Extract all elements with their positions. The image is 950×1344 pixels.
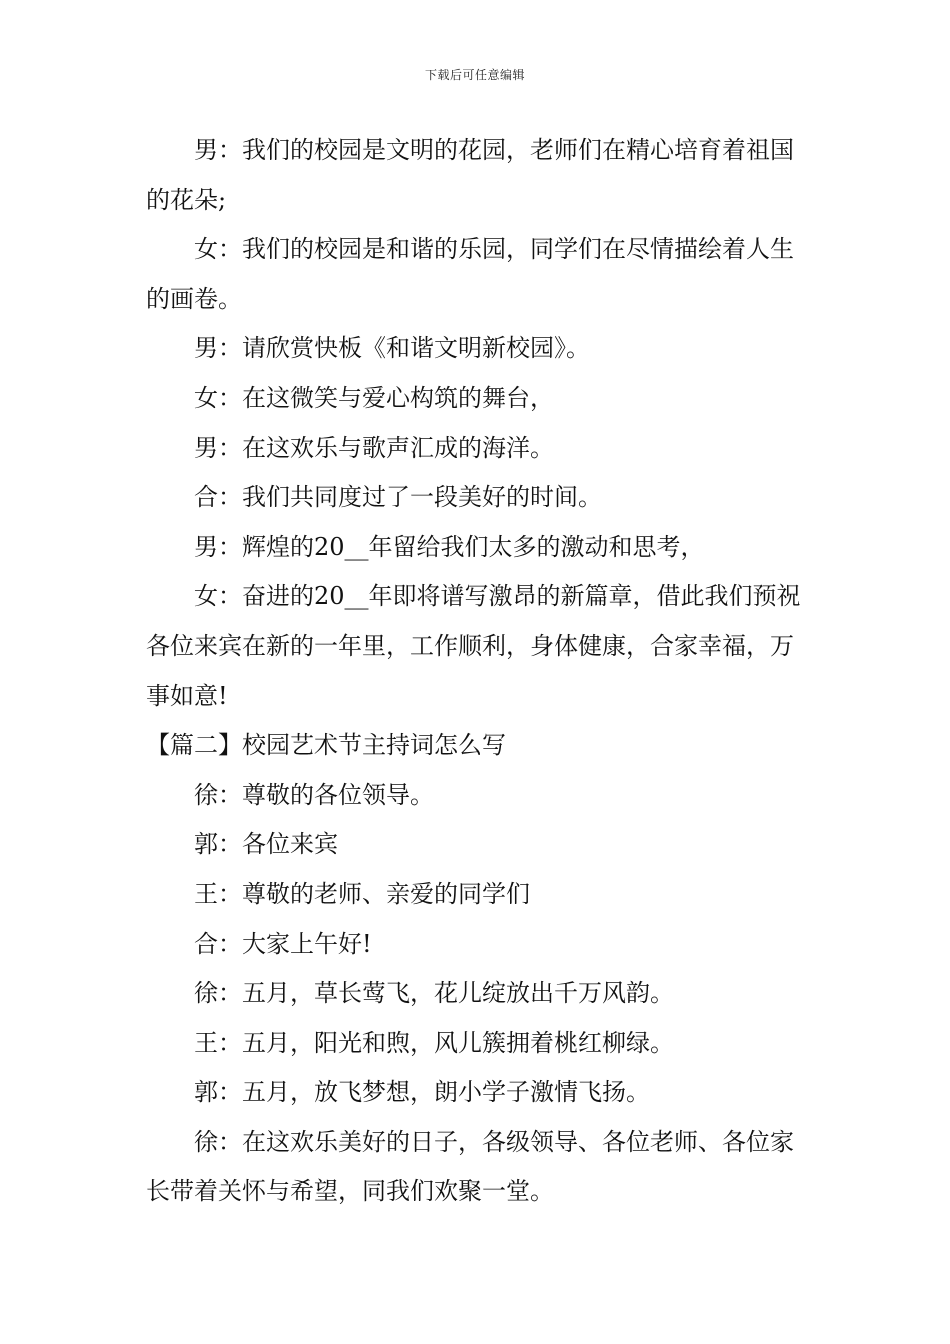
paragraph: 女：在这微笑与爱心构筑的舞台， [194,383,554,412]
paragraph: 徐：五月，草长莺飞，花儿绽放出千万风韵。 [194,979,674,1008]
section-heading: 【篇二】校园艺术节主持词怎么写 [146,731,506,760]
paragraph: 郭：各位来宾 [194,830,338,859]
paragraph: 合：大家上午好! [194,929,372,958]
document-body [146,126,816,1217]
paragraph: 男：辉煌的20__年留给我们太多的激动和思考， [194,532,705,561]
paragraph: 男：在这欢乐与歌声汇成的海洋。 [194,433,554,462]
paragraph: 女：我们的校园是和谐的乐园，同学们在尽情描绘着人生的画卷。 [146,235,794,313]
paragraph: 王：尊敬的老师、亲爱的同学们 [194,879,530,908]
paragraph: 徐：尊敬的各位领导。 [194,780,434,809]
paragraph: 合：我们共同度过了一段美好的时间。 [194,483,602,512]
paragraph: 徐：在这欢乐美好的日子，各级领导、各位老师、各位家长带着关怀与希望，同我们欢聚一堂。 [146,1127,794,1206]
paragraph: 男：请欣赏快板《和谐文明新校园》。 [194,334,590,363]
paragraph: 女：奋进的20__年即将谱写激昂的新篇章，借此我们预祝各位来宾在新的一年里，工作顺利，身体健康，合家幸福，万事如意! [146,582,801,710]
page-header-note: 下载后可任意编辑 [424,68,525,82]
paragraph: 郭：五月，放飞梦想，朗小学子激情飞扬。 [194,1078,650,1107]
paragraph: 王：五月，阳光和煦，风儿簇拥着桃红柳绿。 [194,1028,674,1057]
paragraph: 男：我们的校园是文明的花园，老师们在精心培育着祖国的花朵; [146,136,794,214]
